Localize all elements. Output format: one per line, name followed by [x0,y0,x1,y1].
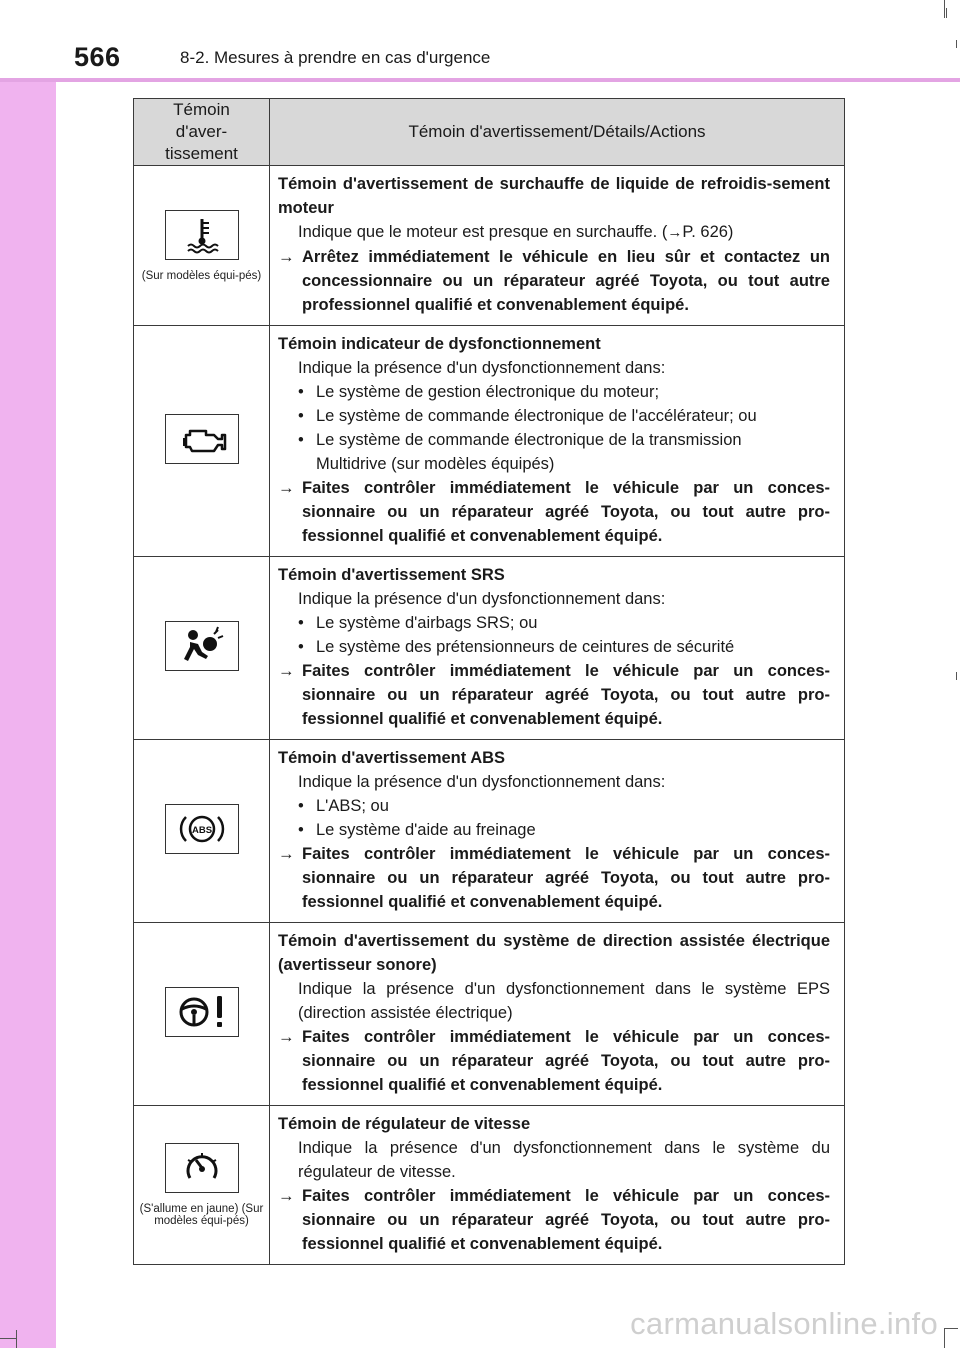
warning-text-main: Indique que le moteur est presque en surchauffe. ( [298,223,668,241]
coolant-temperature-icon [165,210,239,260]
warning-title: Témoin de régulateur de vitesse [278,1115,531,1133]
icon-cell [134,740,270,923]
arrow-icon: → [278,662,295,680]
table-row [134,557,845,740]
action-text [278,659,830,731]
warning-text [278,220,830,245]
action-text [278,1184,830,1256]
abs-label: ABS [191,824,212,836]
bullet-item [278,818,830,842]
icon-cell [134,166,270,326]
arrow-icon: → [278,1187,295,1205]
bullet-continuation: Multidrive (sur modèles équipés) [316,455,555,473]
bullet-text: Le système de gestion électronique du moteur; [316,383,660,401]
crop-mark [944,1328,958,1329]
bullet-text: L'ABS; ou [316,797,389,815]
warning-title: Témoin d'avertissement de surchauffe de liquide de refroidis-sement moteur [278,175,830,217]
description-cell [270,557,845,740]
airbag-srs-icon [165,621,239,671]
action-text [278,476,830,548]
warning-light-table [133,98,845,1265]
bullet-mark: • [298,614,304,632]
action-text [278,842,830,914]
bullet-mark: • [298,407,304,425]
bullet-mark: • [298,797,304,815]
bullet-text: Le système d'aide au freinage [316,821,536,839]
icon-note: (S'allume en jaune) (Sur modèles équi-pés) [139,1203,264,1227]
header-band [0,0,960,80]
action-label: Arrêtez immédiatement le véhicule en lieu sûr et contactez un concessionnaire ou un réparateur agréé Toyota, ou tout autre professionnel qualifié et convenablement équipé. [302,248,830,314]
table-row [134,923,845,1106]
bullet-item [278,404,830,428]
steering-warning-icon [165,987,239,1037]
page-number: 566 [74,42,121,72]
icon-note: (Sur modèles équi-pés) [141,269,262,282]
action-label: Faites contrôler immédiatement le véhicule par un conces-sionnaire ou un réparateur agréé Toyota, ou tout autre pro-fessionnel qualifié et convenablement équipé. [302,662,830,728]
section-title: 8-2. Mesures à prendre en cas d'urgence [180,48,491,67]
table-row [134,1106,845,1265]
header-desc-column: Témoin d'avertissement/Détails/Actions [270,99,845,166]
action-text [278,1025,830,1097]
bullet-mark: • [298,821,304,839]
bullet-item [278,794,830,818]
bullet-item [278,635,830,659]
description-cell [270,1106,845,1265]
bullet-text: Le système des prétensionneurs de ceintures de sécurité [316,638,735,656]
action-label: Faites contrôler immédiatement le véhicule par un conces-sionnaire ou un réparateur agréé Toyota, ou tout autre pro-fessionnel qualifié et convenablement équipé. [302,1028,830,1094]
icon-cell [134,326,270,557]
table-row [134,740,845,923]
crop-mark [0,1338,16,1339]
arrow-icon: → [278,1028,295,1046]
page-side-strip [0,0,56,1348]
table-row [134,326,845,557]
arrow-icon: → [278,479,295,497]
cruise-control-icon [165,1143,239,1193]
reference-arrow: → [667,224,683,241]
icon-cell [134,923,270,1106]
crop-mark [946,8,947,18]
crop-mark [956,672,957,680]
action-label: Faites contrôler immédiatement le véhicule par un conces-sionnaire ou un réparateur agréé Toyota, ou tout autre pro-fessionnel qualifié et convenablement équipé. [302,1187,830,1253]
warning-text: Indique la présence d'un dysfonctionnement dans le système du régulateur de vitesse. [298,1139,830,1181]
warning-text: Indique la présence d'un dysfonctionnement dans le système EPS (direction assistée électrique) [298,980,830,1022]
crop-mark [16,1330,17,1348]
header-icon-column: Témoin d'aver-tissement [134,99,270,166]
watermark[interactable]: carmanualsonline.info [630,1306,938,1341]
bullet-text: Le système de commande électronique de l'accélérateur; ou [316,407,757,425]
icon-cell [134,1106,270,1265]
bullet-item [278,428,830,452]
crop-mark [944,1328,945,1348]
description-cell [270,326,845,557]
action-label: Faites contrôler immédiatement le véhicule par un conces-sionnaire ou un réparateur agréé Toyota, ou tout autre pro-fessionnel qualifié et convenablement équipé. [302,479,830,545]
page-reference[interactable]: P. 626) [682,223,734,241]
action-label: Faites contrôler immédiatement le véhicule par un conces-sionnaire ou un réparateur agréé Toyota, ou tout autre pro-fessionnel qualifié et convenablement équipé. [302,845,830,911]
bullet-mark: • [298,431,304,449]
warning-text: Indique la présence d'un dysfonctionnement dans: [298,359,666,377]
description-cell [270,166,845,326]
bullet-item [278,380,830,404]
table-row [134,166,845,326]
description-cell [270,740,845,923]
header-divider [0,78,960,82]
abs-icon [165,804,239,854]
crop-mark [956,40,957,48]
bullet-text: Le système d'airbags SRS; ou [316,614,538,632]
check-engine-icon [165,414,239,464]
bullet-item [278,611,830,635]
warning-title: Témoin d'avertissement du système de direction assistée électrique (avertisseur sonore) [278,932,830,974]
crop-mark [944,0,945,18]
bullet-mark: • [298,638,304,656]
action-text [278,245,830,317]
warning-text: Indique la présence d'un dysfonctionnement dans: [298,773,666,791]
warning-title: Témoin d'avertissement ABS [278,749,506,767]
arrow-icon: → [278,845,295,863]
description-cell [270,923,845,1106]
warning-title: Témoin indicateur de dysfonctionnement [278,335,601,353]
warning-title: Témoin d'avertissement SRS [278,566,505,584]
arrow-icon: → [278,248,295,266]
warning-text: Indique la présence d'un dysfonctionnement dans: [298,590,666,608]
bullet-text: Le système de commande électronique de la transmission [316,431,742,449]
table-header-row [134,99,845,166]
bullet-mark: • [298,383,304,401]
icon-cell [134,557,270,740]
